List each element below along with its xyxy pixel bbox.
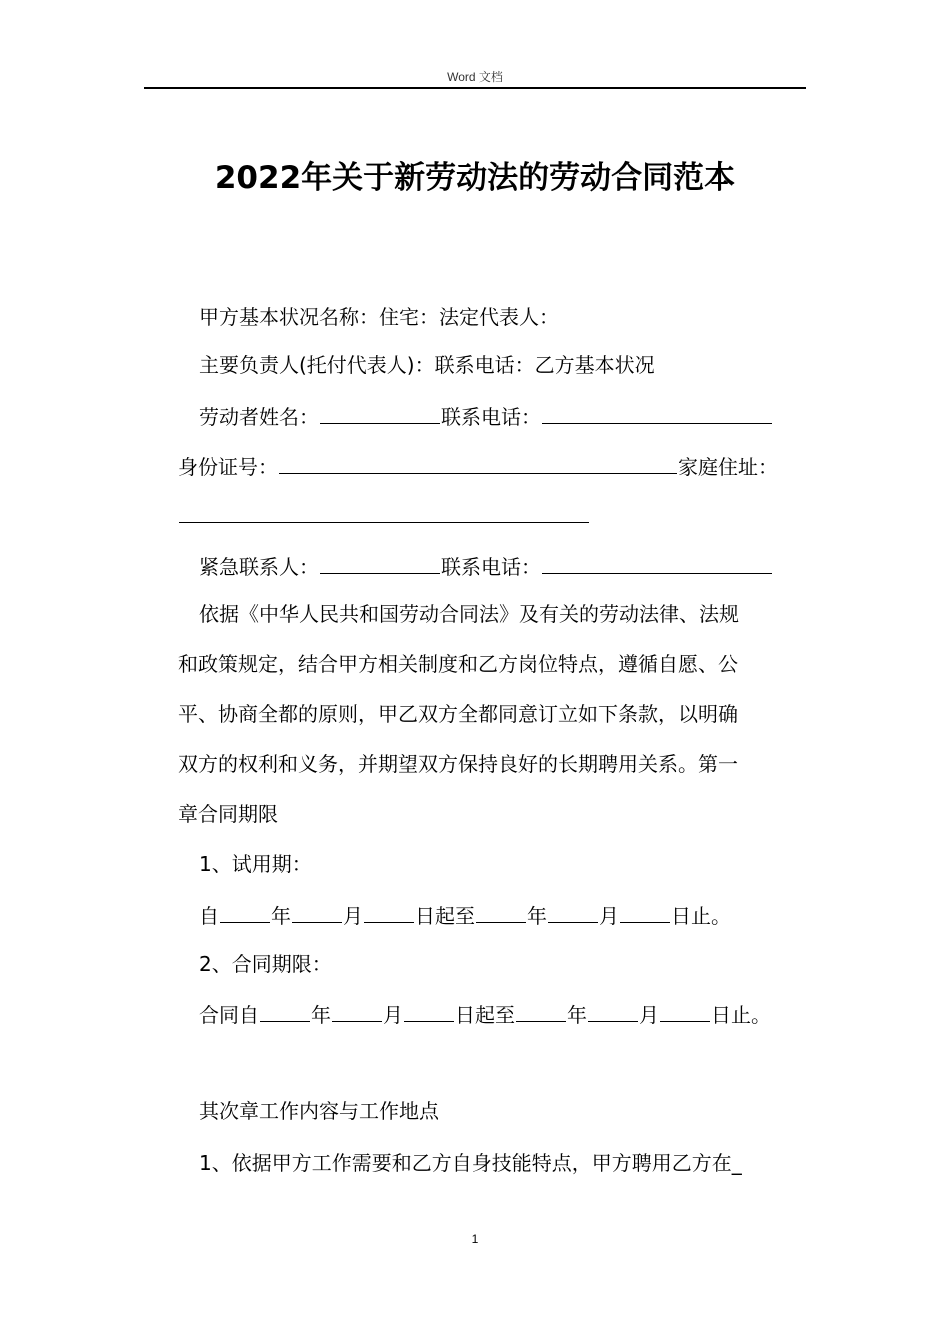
principal-line: 主要负责人(托付代表人)：联系电话：乙方基本状况 <box>199 353 655 377</box>
chapter2-heading: 其次章工作内容与工作地点 <box>199 1099 439 1123</box>
trial-end-day-blank <box>620 900 670 923</box>
contract-start-month: 月 <box>383 1003 403 1027</box>
trial-end-year-blank <box>476 900 526 923</box>
document-title: 2022年关于新劳动法的劳动合同范本 <box>214 160 736 196</box>
contract-start-to: 日起至 <box>455 1003 515 1027</box>
contract-period-line <box>199 999 771 1029</box>
para1-line4: 双方的权利和义务，并期望双方保持良好的长期聘用关系。第一 <box>178 752 738 776</box>
party-a-info: 甲方基本状况名称：住宅：法定代表人： <box>199 305 559 329</box>
contract-end-year: 年 <box>567 1003 587 1027</box>
trial-start-year-blank <box>220 900 270 923</box>
trial-start-to: 日起至 <box>415 904 475 928</box>
trial-end-month-blank <box>548 900 598 923</box>
worker-phone-label: 联系电话： <box>441 405 541 429</box>
id-blank <box>279 451 677 474</box>
id-label: 身份证号： <box>178 455 278 479</box>
contract-end-day: 日止。 <box>711 1003 771 1027</box>
contract-start-month-blank <box>332 999 382 1022</box>
address-blank-line <box>178 500 590 530</box>
contract-start-day-blank <box>404 999 454 1022</box>
trial-end-year: 年 <box>527 904 547 928</box>
trial-from: 自 <box>199 904 219 928</box>
contract-from: 合同自 <box>199 1003 259 1027</box>
item3-line: 1、依据甲方工作需要和乙方自身技能特点，甲方聘用乙方在_ <box>199 1151 742 1175</box>
para1-line3: 平、协商全都的原则，甲乙双方全都同意订立如下条款，以明确 <box>178 702 738 726</box>
trial-period-line <box>199 900 731 930</box>
emergency-phone-blank <box>542 551 772 574</box>
address-label: 家庭住址： <box>678 455 778 479</box>
contract-end-month-blank <box>588 999 638 1022</box>
address-blank <box>179 500 589 523</box>
contract-end-year-blank <box>516 999 566 1022</box>
trial-start-month-blank <box>292 900 342 923</box>
contract-end-month: 月 <box>639 1003 659 1027</box>
worker-phone-blank <box>542 401 772 424</box>
trial-start-day-blank <box>364 900 414 923</box>
contract-start-year-blank <box>260 999 310 1022</box>
emergency-line <box>199 551 773 581</box>
page-number: 1 <box>471 1232 479 1246</box>
header-label: Word 文档 <box>447 70 503 84</box>
para1-line1: 依据《中华人民共和国劳动合同法》及有关的劳动法律、法规 <box>199 602 739 626</box>
trial-end-month: 月 <box>599 904 619 928</box>
item1-label: 1、试用期： <box>199 852 312 876</box>
contract-start-year: 年 <box>311 1003 331 1027</box>
emergency-phone-label: 联系电话： <box>441 555 541 579</box>
worker-name-blank <box>320 401 440 424</box>
trial-start-year: 年 <box>271 904 291 928</box>
worker-name-label: 劳动者姓名： <box>199 405 319 429</box>
header-rule <box>144 87 806 89</box>
id-line <box>178 451 778 481</box>
worker-name-line <box>199 401 773 431</box>
para1-line2: 和政策规定，结合甲方相关制度和乙方岗位特点，遵循自愿、公 <box>178 652 738 676</box>
contract-end-day-blank <box>660 999 710 1022</box>
para1-line5: 章合同期限 <box>178 802 278 826</box>
trial-end-day: 日止。 <box>671 904 731 928</box>
trial-start-month: 月 <box>343 904 363 928</box>
item2-label: 2、合同期限： <box>199 952 332 976</box>
emergency-label: 紧急联系人： <box>199 555 319 579</box>
emergency-name-blank <box>320 551 440 574</box>
